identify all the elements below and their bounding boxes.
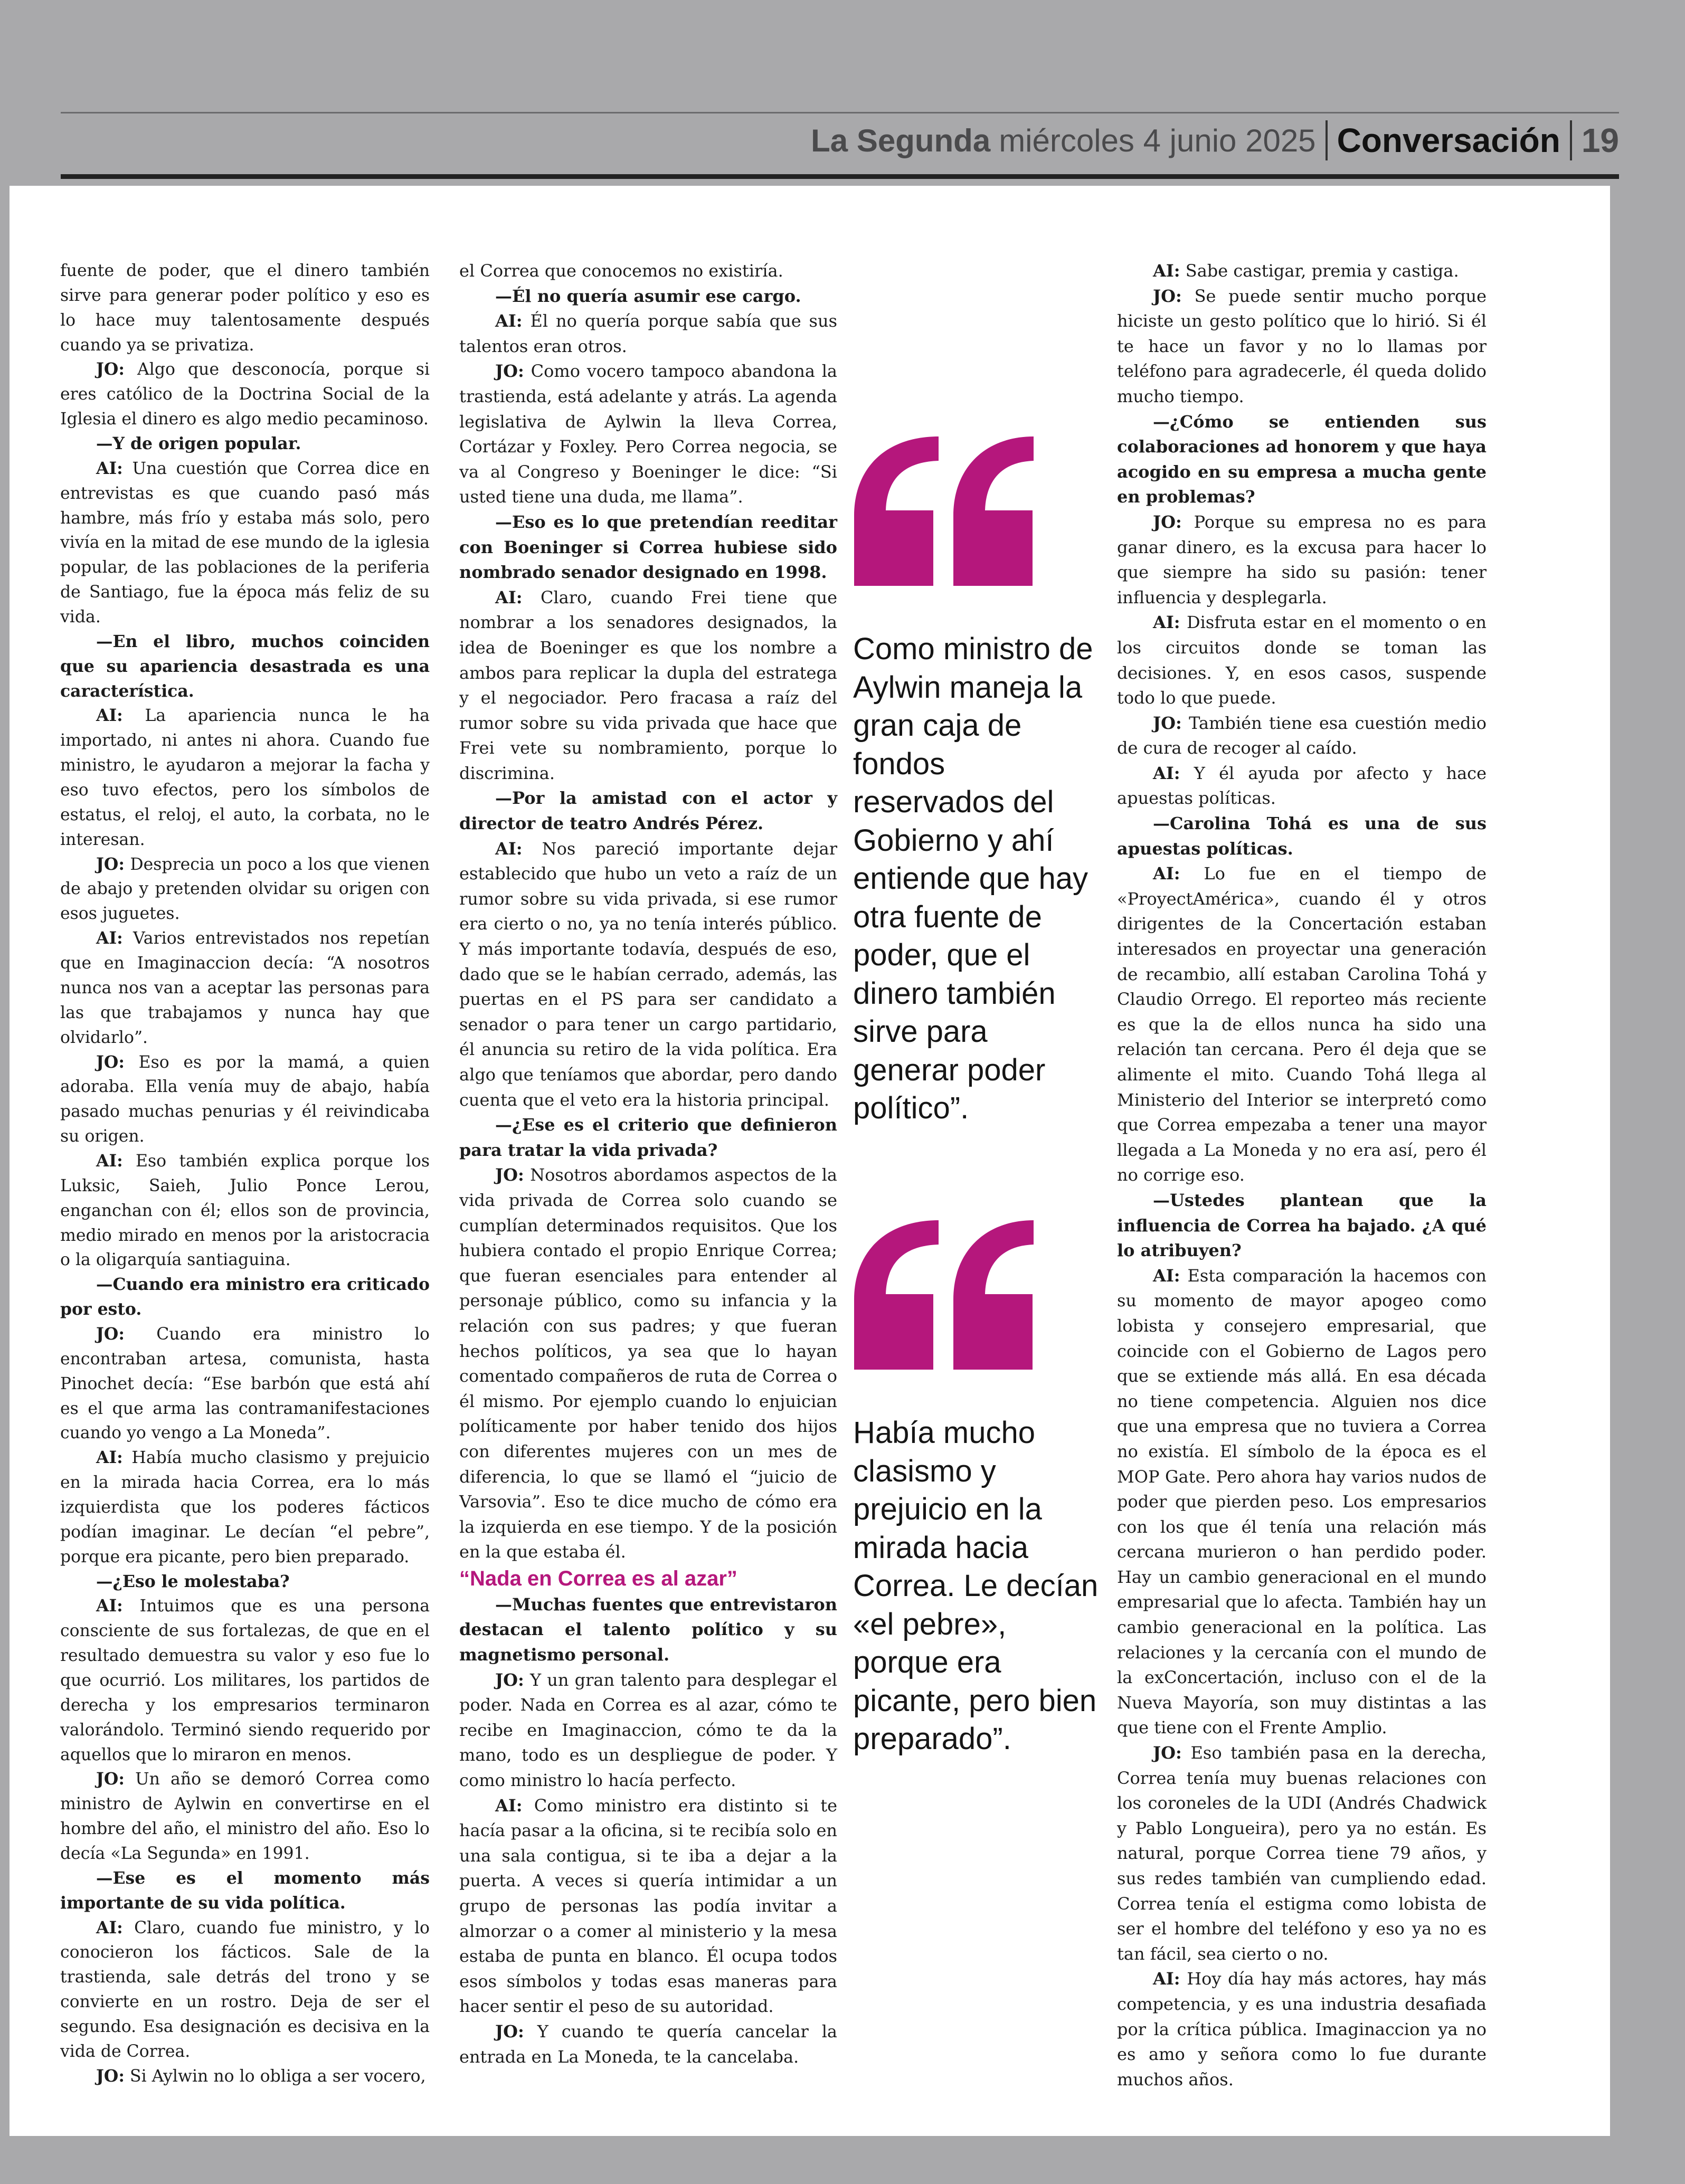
speaker-label: JO: xyxy=(1153,286,1182,306)
answer-text: Desprecia un poco a los que vienen de abajo y pretenden olvidar su origen con esos juguetes. xyxy=(60,854,430,924)
interview-answer xyxy=(60,1050,430,1149)
speaker-label: JO: xyxy=(1153,713,1182,733)
interview-answer xyxy=(60,852,430,927)
speaker-label: AI: xyxy=(96,928,123,948)
article-column-4 xyxy=(1117,259,1487,2092)
answer-text: Había mucho clasismo y prejuicio en la mirada hacia Correa, era lo más izquierdista que los poderes fácticos podían imaginar. Le decían “el pebre”, porque era picante, pero bien preparado. xyxy=(60,1448,430,1566)
header-top-rule xyxy=(61,112,1619,113)
article-column-1 xyxy=(60,259,430,2089)
answer-text: Se puede sentir mucho porque hiciste un gesto político que lo hirió. Si él te hace un favor y no lo llamas por teléfono para agradecerle, él queda dolido mucho tiempo. xyxy=(1117,286,1487,406)
page-number: 19 xyxy=(1581,121,1619,159)
interview-answer xyxy=(459,1668,837,1793)
answer-text: Eso es por la mamá, a quien adoraba. Ella venía muy de abajo, había pasado muchas penurias y él reivindicaba su origen. xyxy=(60,1052,430,1146)
answer-text: Nos pareció importante dejar establecido que hubo un veto a raíz de un rumor sobre su vida privada, si ese rumor era cierto o no, ya no tenía interés público. Y más importante todavía, después de eso, dado que se le habían cerrado, además, las puertas en el PS para ser candidato a senador o para tener un cargo partidario, él anuncia su retiro de la vida política. Era algo que teníamos que abordar, pero dando cuenta que el veto era la historia principal. xyxy=(459,838,838,1110)
speaker-label: JO: xyxy=(495,1669,524,1690)
article-column-2 xyxy=(459,259,837,2069)
speaker-label: JO: xyxy=(495,1165,524,1185)
interview-answer xyxy=(459,837,837,1113)
interview-answer xyxy=(1117,1741,1487,1967)
answer-text: Eso también explica porque los Luksic, Saieh, Julio Ponce Lerou, enganchan con él; ellos son de provincia, medio mirado en menos por la aristocracia o la oligarquía santiaguina. xyxy=(60,1151,430,1270)
header-divider xyxy=(1570,120,1572,160)
answer-text: Como vocero tampoco abandona la trastienda, está adelante y atrás. La agenda legislativa de Aylwin la lleva Correa, Cortázar y Foxley. Pero Correa negocia, se va al Congreso y Boeninger le dice: “Si usted tiene una duda, me llama”. xyxy=(459,361,837,507)
interview-answer xyxy=(1117,284,1487,410)
section-subheading: “Nada en Correa es al azar” xyxy=(459,1566,737,1590)
header-divider xyxy=(1326,120,1328,160)
interview-answer xyxy=(60,1767,430,1866)
issue-date: miércoles 4 junio 2025 xyxy=(999,122,1316,158)
speaker-label: AI: xyxy=(96,1448,123,1468)
answer-text: Disfruta estar en el momento o en los circuitos donde se toman las decisiones. Y, en esos casos, suspende todo lo que puede. xyxy=(1117,612,1487,708)
answer-text: Y un gran talento para desplegar el poder. Nada en Correa es al azar, cómo te recibe en Imaginaccion, cómo te da la mano, todo es un despliegue de poder. Y como ministro lo hacía perfecto. xyxy=(459,1669,838,1791)
interview-question: —Ese es el momento más importante de su vida política. xyxy=(60,1868,430,1913)
speaker-label: AI: xyxy=(1153,863,1180,884)
answer-text: Y cuando te quería cancelar la entrada en La Moneda, te la cancelaba. xyxy=(459,2021,837,2067)
interview-answer xyxy=(60,1149,430,1273)
interview-answer xyxy=(1117,1967,1487,2092)
interview-question: —¿Eso le molestaba? xyxy=(96,1571,290,1591)
interview-question: —Carolina Tohá es una de sus apuestas políticas. xyxy=(1117,813,1487,859)
speaker-label: JO: xyxy=(1153,511,1182,532)
answer-text: Esta comparación la hacemos con su momento de mayor apogeo como lobista y consejero empresarial, que coincide con el Gobierno de Lagos pero que se extiende más allá. En esa década no tiene competencia. Alguien nos dice que una empresa que no tuviera a Correa no existía. El símbolo de la época es el MOP Gate. Pero ahora hay varios nudos de poder que pierden peso. Los empresarios con los que él tenía una relación más cercana murieron o han perdido poder. Hay un cambio generacional en el mundo empresarial que lo afecta. También hay un cambio generacional en la política. Las relaciones y la cercanía con el mundo de la exConcertación, incluso con el de la Nueva Mayoría, son muy distintas a las que tiene con el Frente Amplio. xyxy=(1117,1265,1487,1738)
speaker-label: AI: xyxy=(495,838,523,859)
answer-text: Claro, cuando Frei tiene que nombrar a los senadores designados, la idea de Boeninger es que los nombre a ambos para replicar la dupla del estratega y el negociador. Pero fracasa a raíz del rumor sobre su vida privada que hace que Frei vete su nombramiento, porque lo discrimina. xyxy=(459,587,838,783)
speaker-label: AI: xyxy=(495,311,523,331)
speaker-label: JO: xyxy=(495,2021,524,2041)
speaker-label: JO: xyxy=(96,1324,125,1344)
answer-text: Si Aylwin no lo obliga a ser vocero, xyxy=(130,2066,426,2086)
answer-text: Hoy día hay más actores, hay más competencia, y es una industria desafiada por la crítica pública. Imaginaccion ya no es amo y señora como lo fue durante muchos años. xyxy=(1117,1969,1487,2090)
answer-text: Él no quería porque sabía que sus talentos eran otros. xyxy=(459,311,838,356)
interview-answer xyxy=(1117,711,1487,761)
interview-question: —Él no quería asumir ese cargo. xyxy=(495,286,801,306)
speaker-label: AI: xyxy=(1153,763,1180,783)
interview-question: —En el libro, muchos coinciden que su apariencia desastrada es una característica. xyxy=(60,631,430,701)
interview-answer xyxy=(1117,610,1487,710)
interview-answer xyxy=(60,704,430,852)
interview-answer xyxy=(1117,761,1487,811)
answer-text: Nosotros abordamos aspectos de la vida privada de Correa solo cuando se cumplían determinados requisitos. Que los hubiera contado el propio Enrique Correa; que fueran esenciales para entender al personaje público, como su infancia y la relación con sus padres; y que fueran hechos políticos, ya sea que lo hayan comentado compañeros de ruta de Correa o él mismo. Por ejemplo cuando lo enjuician políticamente por haber tenido dos hijos con diferentes mujeres con un mes de diferencia, lo que se llamó el “juicio de Varsovia”. Eso te dice mucho de cómo era la izquierda en ese tiempo. Y de la posición en la que estaba él. xyxy=(459,1165,838,1562)
interview-answer xyxy=(60,2064,430,2089)
continued-text: el Correa que conocemos no existiría. xyxy=(459,261,783,281)
speaker-label: JO: xyxy=(1153,1743,1182,1763)
answer-text: La apariencia nunca le ha importado, ni antes ni ahora. Cuando fue ministro, le ayudaron a mejorar la facha y eso tuvo efectos, pero los símbolos de estatus, el reloj, el auto, la corbata, no le interesan. xyxy=(60,706,430,849)
speaker-label: JO: xyxy=(96,1769,125,1789)
interview-answer xyxy=(1117,259,1487,284)
interview-question: —¿Ese es el criterio que definieron para tratar la vida privada? xyxy=(459,1115,837,1160)
speaker-label: AI: xyxy=(96,1151,123,1171)
interview-question: —Eso es lo que pretendían reeditar con Boeninger si Correa hubiese sido nombrado senador designado en 1998. xyxy=(459,511,837,583)
page-sheet xyxy=(10,186,1610,2136)
interview-answer xyxy=(1117,510,1487,610)
answer-text: Varios entrevistados nos repetían que en Imaginaccion decía: “A nosotros nunca nos van a aceptar las personas para las que trabajamos y nunca hay que olvidarlo”. xyxy=(60,929,430,1047)
pull-quote-2: Había mucho clasismo y prejuicio en la mirada hacia Correa. Le decían «el pebre», porque era picante, pero bien preparado”. xyxy=(853,1416,1099,1756)
speaker-label: AI: xyxy=(495,587,523,607)
speaker-label: AI: xyxy=(96,458,123,478)
interview-answer xyxy=(1117,1264,1487,1741)
answer-text: Cuando era ministro lo encontraban artesa, comunista, hasta Pinochet decía: “Ese barbón que está ahí es el que arma las contramanifestaciones cuando yo vengo a La Moneda”. xyxy=(60,1324,430,1443)
interview-answer xyxy=(60,1594,430,1767)
speaker-label: JO: xyxy=(96,1052,125,1072)
interview-answer xyxy=(60,1322,430,1446)
answer-text: También tiene esa cuestión medio de cura de recoger al caído. xyxy=(1117,713,1487,758)
quotation-mark-icon xyxy=(854,1220,1034,1370)
answer-text: Y él ayuda por afecto y hace apuestas políticas. xyxy=(1117,763,1487,809)
interview-answer xyxy=(459,359,837,510)
interview-answer xyxy=(60,926,430,1050)
interview-answer xyxy=(459,309,837,359)
pull-quote-1: Como ministro de Aylwin maneja la gran caja de fondos reservados del Gobierno y ahí entiende que hay otra fuente de poder, que el dinero también sirve para generar poder político”. xyxy=(853,632,1093,1125)
answer-text: Una cuestión que Correa dice en entrevistas es que cuando pasó más hambre, más frío y estaba más solo, pero vivía en la mitad de ese mundo de la iglesia popular, de las poblaciones de la periferia de Santiago, fue la época más feliz de su vida. xyxy=(60,459,430,627)
interview-answer xyxy=(60,457,430,630)
answer-text: Algo que desconocía, porque si eres católico de la Doctrina Social de la Iglesia el dinero es algo medio pecaminoso. xyxy=(60,360,430,429)
section-name: Conversación xyxy=(1337,121,1560,159)
speaker-label: JO: xyxy=(495,361,524,382)
speaker-label: JO: xyxy=(96,2066,125,2086)
speaker-label: AI: xyxy=(1153,1969,1180,1989)
interview-answer xyxy=(60,357,430,432)
speaker-label: AI: xyxy=(495,1795,523,1816)
speaker-label: AI: xyxy=(96,1917,123,1938)
answer-text: Intuimos que es una persona consciente de sus fortalezas, de que en el resultado demuestra su valor y eso fue lo que ocurrió. Los militares, los partidos de derecha y los empresarios terminaron valorándolo. Terminó siendo requerido por aquellos que lo miraron en menos. xyxy=(60,1597,430,1764)
answer-text: Claro, cuando fue ministro, y lo conocieron los fácticos. Sale de la trastienda, sale detrás del trono y se convierte en un rostro. Deja de ser el segundo. Esa designación es decisiva en la vida de Correa. xyxy=(60,1918,430,2061)
interview-answer xyxy=(60,1446,430,1569)
answer-text: Lo fue en el tiempo de «ProyectAmérica», cuando él y otros dirigentes de la Concertación estaban interesados en proyectar una generación de recambio, allí estaban Carolina Tohá y Claudio Orrego. El reporteo más reciente es que la de ellos nunca ha sido una relación tan cercana. Pero él deja que se alimente el mito. Cuando Tohá llega al Ministerio del Interior se interpretó como que Correa empezaba a tener una mayor llegada a La Moneda y no era así, pero él no corrige eso. xyxy=(1117,863,1487,1185)
speaker-label: JO: xyxy=(96,359,125,379)
interview-answer xyxy=(459,2019,837,2069)
page-header xyxy=(811,117,1619,164)
continued-text: fuente de poder, que el dinero también sirve para generar poder político y eso es lo hace muy talentosamente después cuando ya se privatiza. xyxy=(60,261,430,355)
speaker-label: JO: xyxy=(96,854,125,874)
answer-text: Como ministro era distinto si te hacía pasar a la oficina, si te recibía solo en una sala contigua, si te iba a dejar a la puerta. A veces si quería intimidar a un grupo de personas las podía invitar a almorzar o a comer al ministerio y la mesa estaba de punta en blanco. Él ocupa todos esos símbolos y todas esas maneras para hacer sentir el peso de su autoridad. xyxy=(459,1795,837,2017)
interview-answer xyxy=(1117,861,1487,1188)
speaker-label: AI: xyxy=(1153,1265,1180,1286)
interview-question: —Muchas fuentes que entrevistaron destacan el talento político y su magnetismo personal. xyxy=(459,1594,837,1665)
answer-text: Un año se demoró Correa como ministro de Aylwin en convertirse en el hombre del año, el ministro del año. Eso lo decía «La Segunda» en 1991. xyxy=(60,1770,430,1863)
speaker-label: AI: xyxy=(1153,261,1180,281)
interview-answer xyxy=(60,1916,430,2064)
interview-answer xyxy=(459,1163,837,1565)
quotation-mark-icon xyxy=(854,436,1034,586)
interview-answer xyxy=(459,585,837,786)
interview-question: —Ustedes plantean que la influencia de Correa ha bajado. ¿A qué lo atribuyen? xyxy=(1117,1190,1487,1261)
interview-question: —Cuando era ministro era criticado por esto. xyxy=(60,1275,430,1319)
answer-text: Sabe castigar, premia y castiga. xyxy=(1185,261,1459,281)
interview-question: —Por la amistad con el actor y director de teatro Andrés Pérez. xyxy=(459,788,837,834)
answer-text: Porque su empresa no es para ganar dinero, es la excusa para hacer lo que siempre ha sido su pasión: tener influencia y desplegarla. xyxy=(1117,511,1487,607)
answer-text: Eso también pasa en la derecha, Correa tenía muy buenas relaciones con los coroneles de la UDI (Andrés Chadwick y Pablo Longueira), pero ya no están. Es natural, porque Correa tiene 79 años, y sus redes también van cumpliendo edad. Correa tenía el estigma como lobista de ser el hombre del teléfono y eso ya no es tan fácil, sea cierto o no. xyxy=(1117,1743,1487,1964)
interview-answer xyxy=(459,1793,837,2019)
speaker-label: AI: xyxy=(96,706,123,726)
newspaper-brand: La Segunda xyxy=(811,122,991,158)
speaker-label: AI: xyxy=(96,1596,123,1616)
interview-question: —¿Cómo se entienden sus colaboraciones ad honorem y que haya acogido en su empresa a mucha gente en problemas? xyxy=(1117,411,1487,507)
interview-question: —Y de origen popular. xyxy=(96,434,301,454)
speaker-label: AI: xyxy=(1153,612,1180,633)
header-bottom-rule xyxy=(61,174,1619,179)
